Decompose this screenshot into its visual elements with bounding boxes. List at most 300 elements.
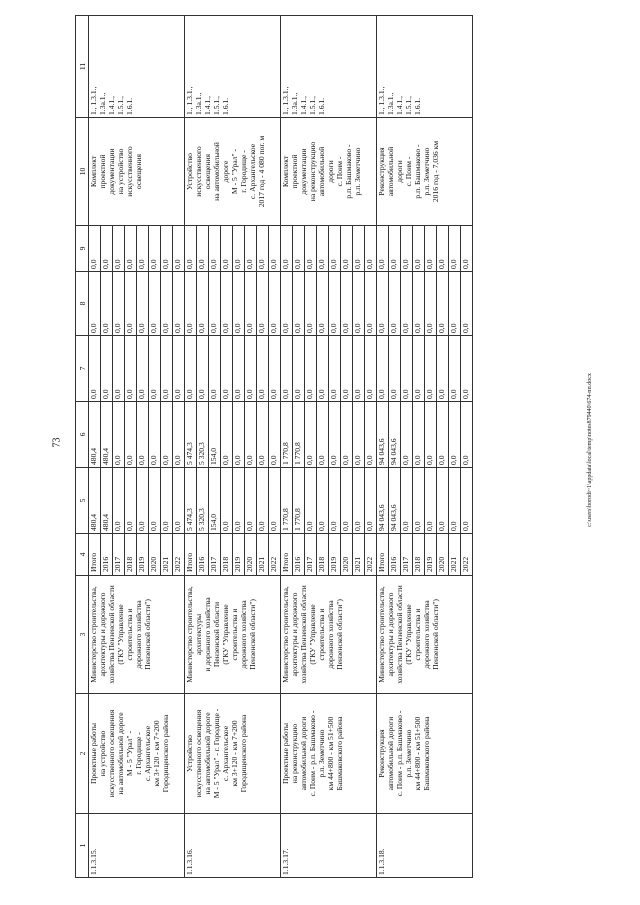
amount-cell: 0,0 [317, 468, 329, 534]
column-number-row [76, 16, 89, 878]
amount-cell: 0,0 [149, 468, 161, 534]
amount-cell: 94 043,6 [377, 402, 389, 468]
activity-name-line: М - 5 "Урал" - [125, 730, 134, 777]
activity-name-cell [185, 694, 281, 814]
amount-cell: 0,0 [401, 272, 413, 336]
year-cell: 2021 [353, 534, 365, 576]
year-cell: 2019 [137, 534, 149, 576]
amount-cell: 0,0 [293, 226, 305, 272]
amount-cell: 480,4 [89, 468, 101, 534]
executor-line: дорожного хозяйства [239, 600, 248, 669]
amount-cell: 0,0 [173, 272, 185, 336]
amount-cell: 0,0 [341, 272, 353, 336]
amount-cell: 0,0 [185, 226, 197, 272]
amount-cell: 0,0 [125, 468, 137, 534]
activity-name-line: Устройство [185, 735, 194, 772]
activity-name-line: автомобильной дороги [386, 716, 395, 791]
executor-line: хозяйства Пензенской области [299, 585, 308, 684]
amount-cell: 0,0 [209, 272, 221, 336]
result-cell [281, 118, 377, 226]
amount-cell: 0,0 [425, 226, 437, 272]
year-cell: 2019 [233, 534, 245, 576]
activity-name-cell [377, 694, 473, 814]
amount-cell: 0,0 [113, 272, 125, 336]
amount-cell: 1 770,8 [293, 468, 305, 534]
year-cell: 2016 [101, 534, 113, 576]
activity-name-line: на реконструкцию [290, 723, 299, 784]
indicator-line: 1., 1.3.1., [89, 86, 98, 115]
executor-cell [89, 576, 185, 694]
year-cell: 2018 [413, 534, 425, 576]
amount-cell: 0,0 [221, 336, 233, 402]
amount-cell: 0,0 [413, 468, 425, 534]
amount-cell: 0,0 [449, 272, 461, 336]
executor-line: Министерство строительства, [89, 586, 98, 683]
amount-cell: 0,0 [269, 226, 281, 272]
column-number-header: 7 [76, 336, 89, 402]
year-cell: 2020 [245, 534, 257, 576]
result-line: дороге [221, 160, 230, 183]
amount-cell: 0,0 [437, 336, 449, 402]
column-number-header: 9 [76, 226, 89, 272]
indicator-line: 1.6.1. [413, 97, 422, 115]
year-cell: 2016 [197, 534, 209, 576]
amount-cell: 0,0 [149, 402, 161, 468]
activity-name-cell [281, 694, 377, 814]
amount-cell: 480,4 [101, 402, 113, 468]
result-line: проектной [98, 154, 107, 189]
year-cell: 2016 [293, 534, 305, 576]
result-cell [89, 118, 185, 226]
amount-cell: 0,0 [317, 272, 329, 336]
amount-cell: 0,0 [377, 336, 389, 402]
amount-cell: 0,0 [185, 272, 197, 336]
year-cell: Итого [89, 534, 101, 576]
amount-cell: 0,0 [149, 336, 161, 402]
amount-cell: 0,0 [353, 468, 365, 534]
amount-cell: 0,0 [257, 336, 269, 402]
result-line: документации [107, 148, 116, 195]
executor-line: дорожного хозяйства [326, 600, 335, 669]
activity-name-line: км 3+120 - км 7+200 [230, 720, 239, 787]
amount-cell: 0,0 [269, 468, 281, 534]
executor-line: дорожного хозяйства [422, 600, 431, 669]
amount-cell: 0,0 [197, 226, 209, 272]
activity-name-line: искусственного освещения [194, 709, 203, 798]
amount-cell: 0,0 [425, 336, 437, 402]
activity-name-line: км 44+800 - км 51+500 [413, 716, 422, 791]
amount-cell: 0,0 [113, 468, 125, 534]
indicator-line: 1., 1.3.1., [281, 86, 290, 115]
amount-cell: 480,4 [101, 468, 113, 534]
amount-cell: 0,0 [449, 468, 461, 534]
year-cell: 2022 [173, 534, 185, 576]
year-cell: 2022 [461, 534, 473, 576]
amount-cell: 0,0 [317, 226, 329, 272]
amount-cell: 0,0 [197, 336, 209, 402]
amount-cell: 0,0 [257, 226, 269, 272]
executor-line: Министерство строительства, [281, 586, 290, 683]
executor-line: (ГКУ "Управление [221, 604, 230, 665]
amount-cell: 0,0 [269, 336, 281, 402]
year-cell: 2016 [389, 534, 401, 576]
amount-cell: 5 474,3 [185, 402, 197, 468]
activity-name-line: р.п. Земетчино [317, 729, 326, 778]
indicator-line: 1.4.1., [203, 96, 212, 115]
amount-cell: 0,0 [113, 336, 125, 402]
year-cell: Итого [185, 534, 197, 576]
result-line: р.п. Башмаково - [344, 144, 353, 199]
amount-cell: 0,0 [245, 402, 257, 468]
indicator-cell [185, 16, 281, 118]
amount-cell: 0,0 [125, 226, 137, 272]
year-cell: 2021 [449, 534, 461, 576]
result-line: Комплект [281, 155, 290, 188]
result-line: дороги [326, 160, 335, 183]
amount-cell: 0,0 [329, 272, 341, 336]
indicator-line: 1.6.1. [221, 97, 230, 115]
amount-cell: 0,0 [233, 272, 245, 336]
amount-cell: 0,0 [125, 336, 137, 402]
activity-name-line: Проектные работы [89, 722, 98, 785]
amount-cell: 0,0 [137, 226, 149, 272]
activity-name-cell [89, 694, 185, 814]
amount-cell: 0,0 [461, 468, 473, 534]
year-cell: 2019 [425, 534, 437, 576]
result-line: на реконструкцию [308, 141, 317, 202]
amount-cell: 0,0 [257, 272, 269, 336]
amount-cell: 0,0 [293, 272, 305, 336]
amount-cell: 154,0 [209, 402, 221, 468]
indicator-line: 1.6.1. [125, 97, 134, 115]
amount-cell: 0,0 [197, 272, 209, 336]
amount-cell: 0,0 [365, 402, 377, 468]
amount-cell: 0,0 [305, 272, 317, 336]
amount-cell: 0,0 [221, 272, 233, 336]
amount-cell: 94 043,6 [389, 468, 401, 534]
table-row [377, 16, 389, 878]
amount-cell: 0,0 [89, 272, 101, 336]
column-number-header: 1 [76, 814, 89, 878]
amount-cell: 0,0 [461, 402, 473, 468]
amount-cell: 0,0 [137, 336, 149, 402]
column-number-header: 3 [76, 576, 89, 694]
amount-cell: 0,0 [149, 226, 161, 272]
indicator-line: 1.3а.1., [386, 92, 395, 115]
amount-cell: 0,0 [401, 336, 413, 402]
activity-name-line: автомобильной дороги [299, 716, 308, 791]
executor-line: Министерство строительства, [185, 586, 194, 683]
amount-cell: 0,0 [257, 402, 269, 468]
amount-cell: 154,0 [209, 468, 221, 534]
activity-name-line: г. Городище - [134, 732, 143, 775]
amount-cell: 0,0 [161, 336, 173, 402]
amount-cell: 0,0 [89, 226, 101, 272]
indicator-line: 1.5.1., [308, 96, 317, 115]
executor-cell [377, 576, 473, 694]
year-cell: 2019 [329, 534, 341, 576]
amount-cell: 0,0 [425, 402, 437, 468]
result-line: г. Городище - [239, 150, 248, 193]
amount-cell: 0,0 [269, 272, 281, 336]
amount-cell: 0,0 [329, 226, 341, 272]
year-cell: 2021 [257, 534, 269, 576]
activity-name-line: с. Поим - р.п. Башмаково - [395, 710, 404, 797]
amount-cell: 0,0 [305, 468, 317, 534]
amount-cell: 0,0 [413, 226, 425, 272]
amount-cell: 0,0 [461, 272, 473, 336]
executor-line: архитектуры и дорожного [98, 592, 107, 677]
result-line: р.п. Земетчино [422, 147, 431, 196]
result-line: искусственного [194, 146, 203, 197]
amount-cell: 0,0 [173, 468, 185, 534]
amount-cell: 0,0 [233, 402, 245, 468]
amount-cell: 0,0 [365, 226, 377, 272]
activity-name-line: Проектные работы [281, 722, 290, 785]
indicator-line: 1., 1.3.1., [377, 86, 386, 115]
executor-line: строительства и [413, 608, 422, 661]
amount-cell: 0,0 [221, 468, 233, 534]
column-number-header: 11 [76, 16, 89, 118]
activity-name-line: км 44+800 - км 51+500 [326, 716, 335, 791]
amount-cell: 0,0 [281, 336, 293, 402]
amount-cell: 0,0 [461, 336, 473, 402]
activity-name-line: р.п. Земетчино [404, 729, 413, 778]
amount-cell: 0,0 [221, 402, 233, 468]
amount-cell: 0,0 [161, 272, 173, 336]
amount-cell: 0,0 [173, 226, 185, 272]
amount-cell: 94 043,6 [389, 402, 401, 468]
result-line: с. Архангельское [248, 143, 257, 200]
activity-name-line: Реконструкция [377, 729, 386, 778]
amount-cell: 0,0 [401, 402, 413, 468]
amount-cell: 5 320,3 [197, 468, 209, 534]
result-line: проектной [290, 154, 299, 189]
amount-cell: 5 474,3 [185, 468, 197, 534]
activity-name-line: на автомобильной дороге [116, 712, 125, 795]
activity-name-line: с. Архангельское [221, 725, 230, 782]
year-cell: Итого [281, 534, 293, 576]
year-cell: 2020 [341, 534, 353, 576]
amount-cell: 0,0 [341, 402, 353, 468]
table-row [185, 16, 197, 878]
executor-line: строительства и [125, 608, 134, 661]
amount-cell: 0,0 [449, 226, 461, 272]
indicator-cell [377, 16, 473, 118]
amount-cell: 0,0 [305, 402, 317, 468]
result-line: с. Поим - [404, 156, 413, 187]
amount-cell: 1 770,8 [293, 402, 305, 468]
amount-cell: 0,0 [209, 336, 221, 402]
table-body [89, 16, 473, 878]
executor-line: архитектуры и дорожного [386, 592, 395, 677]
result-line: автомобильной [386, 146, 395, 197]
indicator-line: 1.5.1., [212, 96, 221, 115]
amount-cell: 0,0 [461, 226, 473, 272]
amount-cell: 0,0 [413, 402, 425, 468]
amount-cell: 0,0 [161, 226, 173, 272]
amount-cell: 0,0 [437, 468, 449, 534]
amount-cell: 0,0 [449, 336, 461, 402]
rotated-table-container [75, 16, 563, 878]
result-line: Устройство [185, 153, 194, 190]
amount-cell: 0,0 [257, 468, 269, 534]
result-cell [185, 118, 281, 226]
amount-cell: 94 043,6 [377, 468, 389, 534]
activity-name-line: Городищенского района [239, 714, 248, 793]
amount-cell: 0,0 [341, 226, 353, 272]
amount-cell: 0,0 [173, 336, 185, 402]
result-line: освещения [203, 153, 212, 190]
year-cell: 2018 [317, 534, 329, 576]
row-id-cell [185, 814, 281, 878]
year-cell: 2017 [113, 534, 125, 576]
amount-cell: 0,0 [401, 468, 413, 534]
amount-cell: 480,4 [89, 402, 101, 468]
executor-line: строительства и [230, 608, 239, 661]
amount-cell: 0,0 [437, 272, 449, 336]
row-id: 1.1.3.18. [377, 848, 386, 875]
amount-cell: 0,0 [413, 272, 425, 336]
result-line: на автомобильной [212, 142, 221, 201]
year-cell: 2017 [209, 534, 221, 576]
result-line: автомобильной [317, 146, 326, 197]
executor-line: (ГКУ "Управление [308, 604, 317, 665]
amount-cell: 0,0 [125, 272, 137, 336]
result-line: М - 5 "Урал" - [230, 148, 239, 195]
amount-cell: 0,0 [425, 272, 437, 336]
result-line: р.п. Земетчино [353, 147, 362, 196]
column-number-header: 4 [76, 534, 89, 576]
amount-cell: 0,0 [317, 336, 329, 402]
amount-cell: 0,0 [137, 272, 149, 336]
amount-cell: 0,0 [245, 336, 257, 402]
executor-cell [185, 576, 281, 694]
amount-cell: 0,0 [245, 468, 257, 534]
executor-line: хозяйства Пензенской области [107, 585, 116, 684]
row-id-cell [89, 814, 185, 878]
amount-cell: 0,0 [161, 402, 173, 468]
activity-name-line: км 3+120 - км 7+200 [152, 720, 161, 787]
activity-name-line: Городищенского района [161, 714, 170, 793]
amount-cell: 0,0 [353, 226, 365, 272]
executor-line: Пензенской области") [431, 599, 440, 670]
amount-cell: 0,0 [401, 226, 413, 272]
amount-cell: 0,0 [269, 402, 281, 468]
result-cell [377, 118, 473, 226]
amount-cell: 0,0 [233, 468, 245, 534]
amount-cell: 0,0 [245, 272, 257, 336]
year-cell: 2021 [161, 534, 173, 576]
result-line: р.п. Башмаково - [413, 144, 422, 199]
activity-name-line: с. Поим - р.п. Башмаково - [308, 710, 317, 797]
activity-name-line: Башмаковского района [335, 716, 344, 791]
activity-name-line: на автомобильной дороге [203, 712, 212, 795]
amount-cell: 0,0 [329, 402, 341, 468]
result-line: 2016 год - 7,036 км [431, 140, 440, 203]
amount-cell: 0,0 [233, 336, 245, 402]
column-number-header: 2 [76, 694, 89, 814]
page-number-text: 73 [51, 437, 63, 448]
amount-cell: 0,0 [353, 336, 365, 402]
result-line: 2017 год - 4 080 пог. м [257, 135, 266, 208]
result-line: искусственного [125, 146, 134, 197]
amount-cell: 0,0 [173, 402, 185, 468]
amount-cell: 0,0 [233, 226, 245, 272]
indicator-line: 1.3а.1., [290, 92, 299, 115]
amount-cell: 0,0 [293, 336, 305, 402]
amount-cell: 0,0 [437, 402, 449, 468]
executor-line: Пензенской области [212, 601, 221, 668]
result-line: на устройство [116, 148, 125, 195]
amount-cell: 1 770,8 [281, 402, 293, 468]
column-number-header: 5 [76, 468, 89, 534]
amount-cell: 0,0 [281, 226, 293, 272]
year-cell: Итого [377, 534, 389, 576]
executor-line: Пензенской области") [248, 599, 257, 670]
amount-cell: 0,0 [377, 272, 389, 336]
amount-cell: 0,0 [437, 226, 449, 272]
row-id: 1.1.3.16. [185, 848, 194, 875]
amount-cell: 0,0 [353, 272, 365, 336]
executor-line: (ГКУ "Управление [404, 604, 413, 665]
amount-cell: 0,0 [185, 336, 197, 402]
amount-cell: 0,0 [221, 226, 233, 272]
year-cell: 2020 [149, 534, 161, 576]
activity-name-line: Башмаковского района [422, 716, 431, 791]
row-id-cell [377, 814, 473, 878]
amount-cell: 0,0 [413, 336, 425, 402]
executor-line: строительства и [317, 608, 326, 661]
amount-cell: 0,0 [377, 226, 389, 272]
amount-cell: 0,0 [101, 226, 113, 272]
amount-cell: 0,0 [341, 336, 353, 402]
amount-cell: 0,0 [113, 402, 125, 468]
table-row [281, 16, 293, 878]
indicator-line: 1.4.1., [299, 96, 308, 115]
amount-cell: 0,0 [365, 468, 377, 534]
indicator-line: 1.4.1., [107, 96, 116, 115]
activity-name-line: на устройство [98, 730, 107, 777]
activity-name-line: с. Архангельское [143, 725, 152, 782]
amount-cell: 0,0 [389, 336, 401, 402]
amount-cell: 0,0 [365, 336, 377, 402]
activity-name-line: искусственного освещения [107, 709, 116, 798]
result-line: Комплект [89, 155, 98, 188]
result-line: Реконструкция [377, 147, 386, 196]
amount-cell: 0,0 [425, 468, 437, 534]
amount-cell: 0,0 [305, 336, 317, 402]
amount-cell: 0,0 [209, 226, 221, 272]
executor-line: Пензенской области") [143, 599, 152, 670]
result-line: документации [299, 148, 308, 195]
executor-cell [281, 576, 377, 694]
amount-cell: 1 770,8 [281, 468, 293, 534]
column-number-header: 10 [76, 118, 89, 226]
amount-cell: 5 320,3 [197, 402, 209, 468]
table-row [89, 16, 101, 878]
page-number [52, 437, 62, 448]
indicator-line: 1., 1.3.1., [185, 86, 194, 115]
amount-cell: 0,0 [149, 272, 161, 336]
column-number-header: 8 [76, 272, 89, 336]
amount-cell: 0,0 [317, 402, 329, 468]
amount-cell: 0,0 [365, 272, 377, 336]
indicator-line: 1.4.1., [395, 96, 404, 115]
amount-cell: 0,0 [341, 468, 353, 534]
year-cell: 2017 [401, 534, 413, 576]
amount-cell: 0,0 [329, 336, 341, 402]
